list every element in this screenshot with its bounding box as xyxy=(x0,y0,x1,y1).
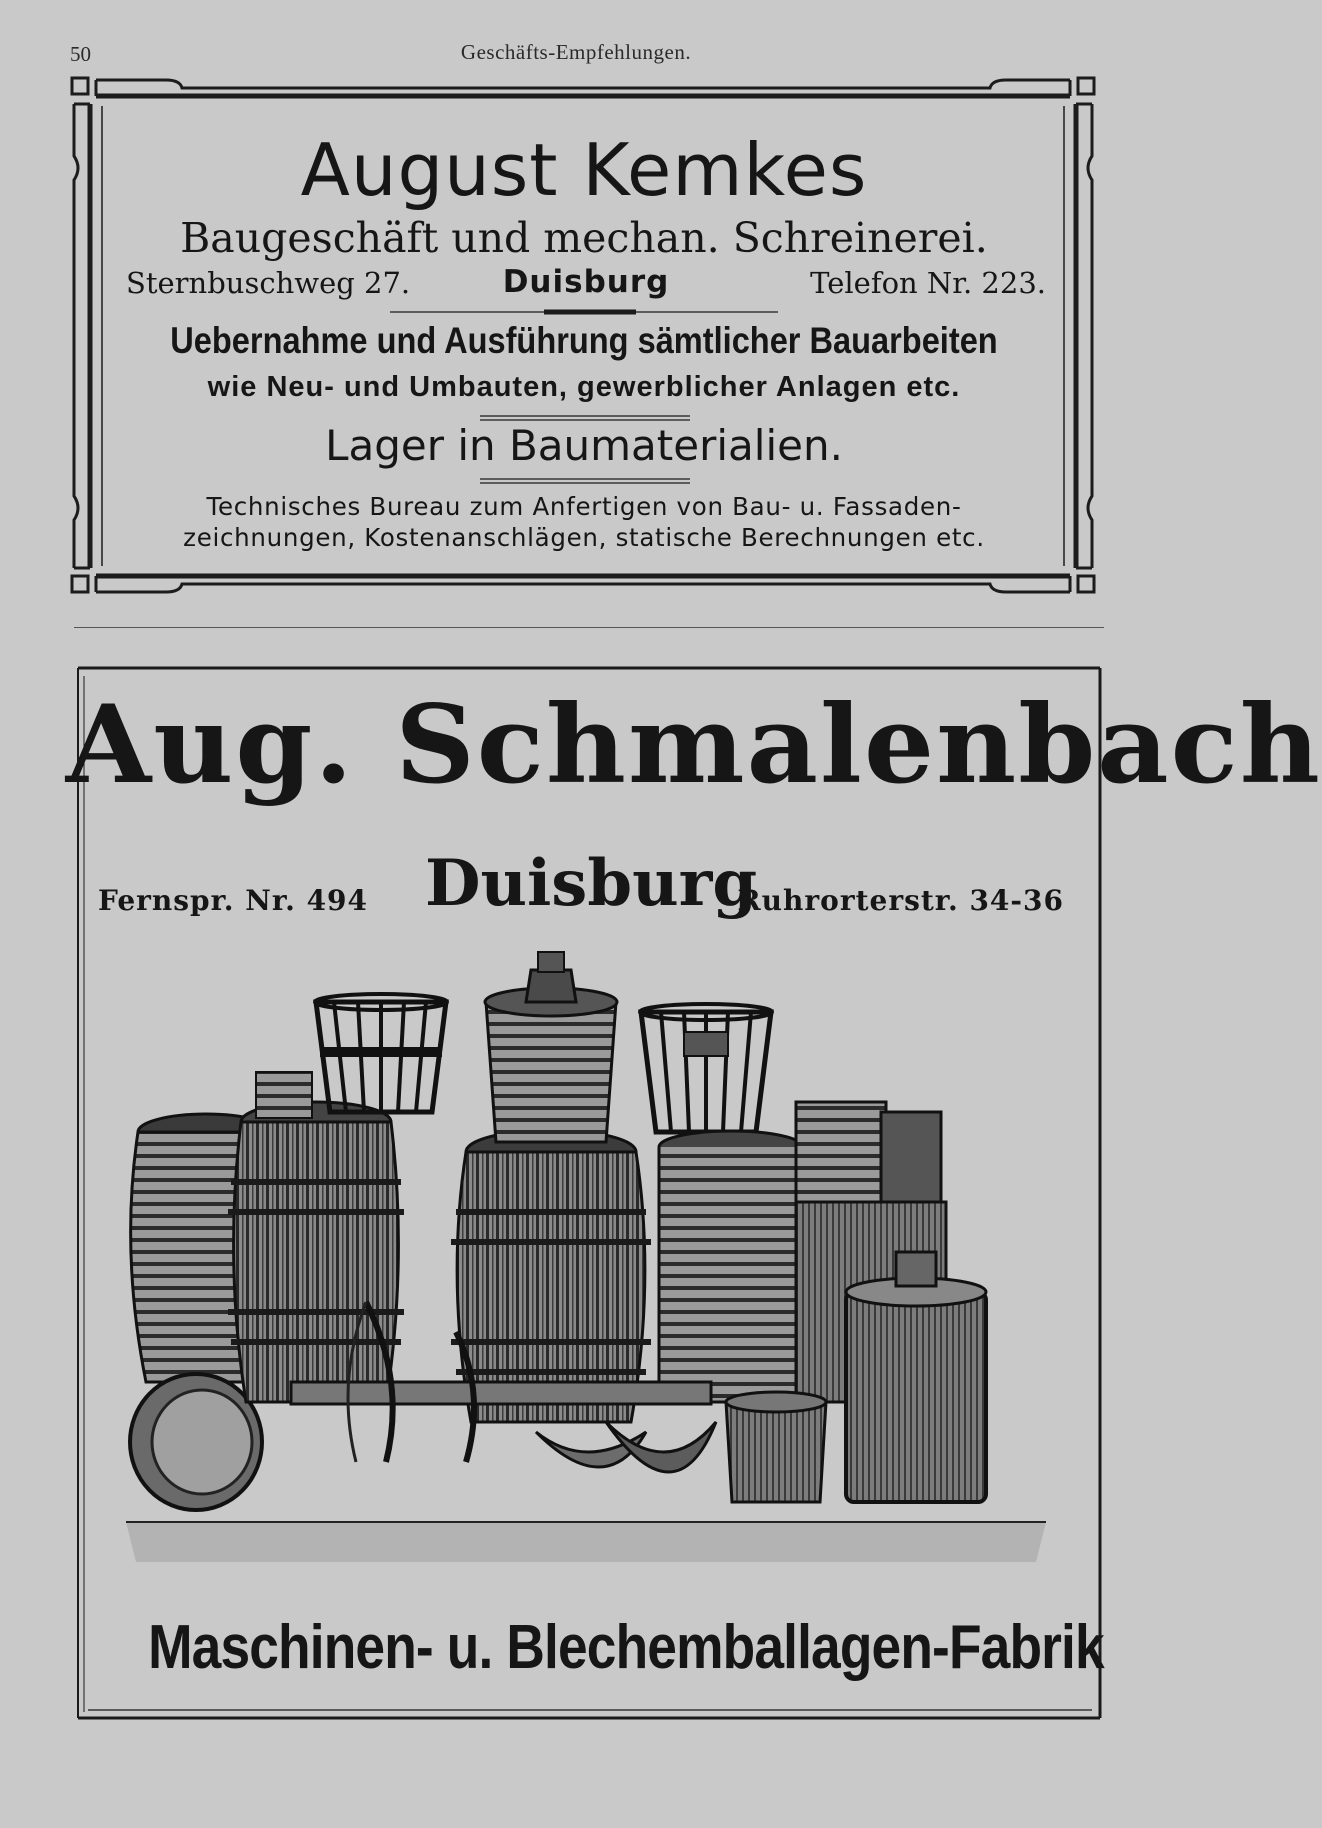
city-name: Duisburg xyxy=(424,846,758,921)
city-name: Duisburg xyxy=(502,264,670,300)
bureau-line-1: Technisches Bureau zum Anfertigen von Bau- u. Fassaden- xyxy=(206,492,962,521)
services-line-1: Uebernahme und Ausführung sämtlicher Bauarbeiten xyxy=(170,320,998,361)
ad-august-kemkes xyxy=(70,76,1098,606)
page-number: 50 xyxy=(70,42,91,66)
street-address: Ruhrorterstr. 34-36 xyxy=(737,884,1064,917)
bureau-line-2: zeichnungen, Kostenanschlägen, statische Berechnungen etc. xyxy=(183,523,985,552)
street-address: Sternbuschweg 27. xyxy=(126,266,411,300)
phone-number: Telefon Nr. 223. xyxy=(810,266,1046,300)
phone-number: Fernspr. Nr. 494 xyxy=(98,884,369,917)
factory-tagline: Maschinen- u. Blechemballagen-Fabrik xyxy=(148,1613,1104,1682)
company-subtitle: Baugeschäft und mechan. Schreinerei. xyxy=(180,214,988,262)
company-name: August Kemkes xyxy=(300,128,868,212)
tin-containers-illustration xyxy=(106,962,1076,1582)
services-line-2: wie Neu- und Umbauten, gewerblicher Anlagen etc. xyxy=(207,371,961,403)
company-name-blackletter: Aug. Schmalenbach xyxy=(65,682,1322,808)
ad-aug-schmalenbach xyxy=(65,662,1322,1722)
running-title: Geschäfts-Empfehlungen. xyxy=(460,40,692,64)
materials-line: Lager in Baumaterialien. xyxy=(325,421,843,470)
address-row xyxy=(126,266,1046,306)
section-divider xyxy=(74,627,1104,628)
